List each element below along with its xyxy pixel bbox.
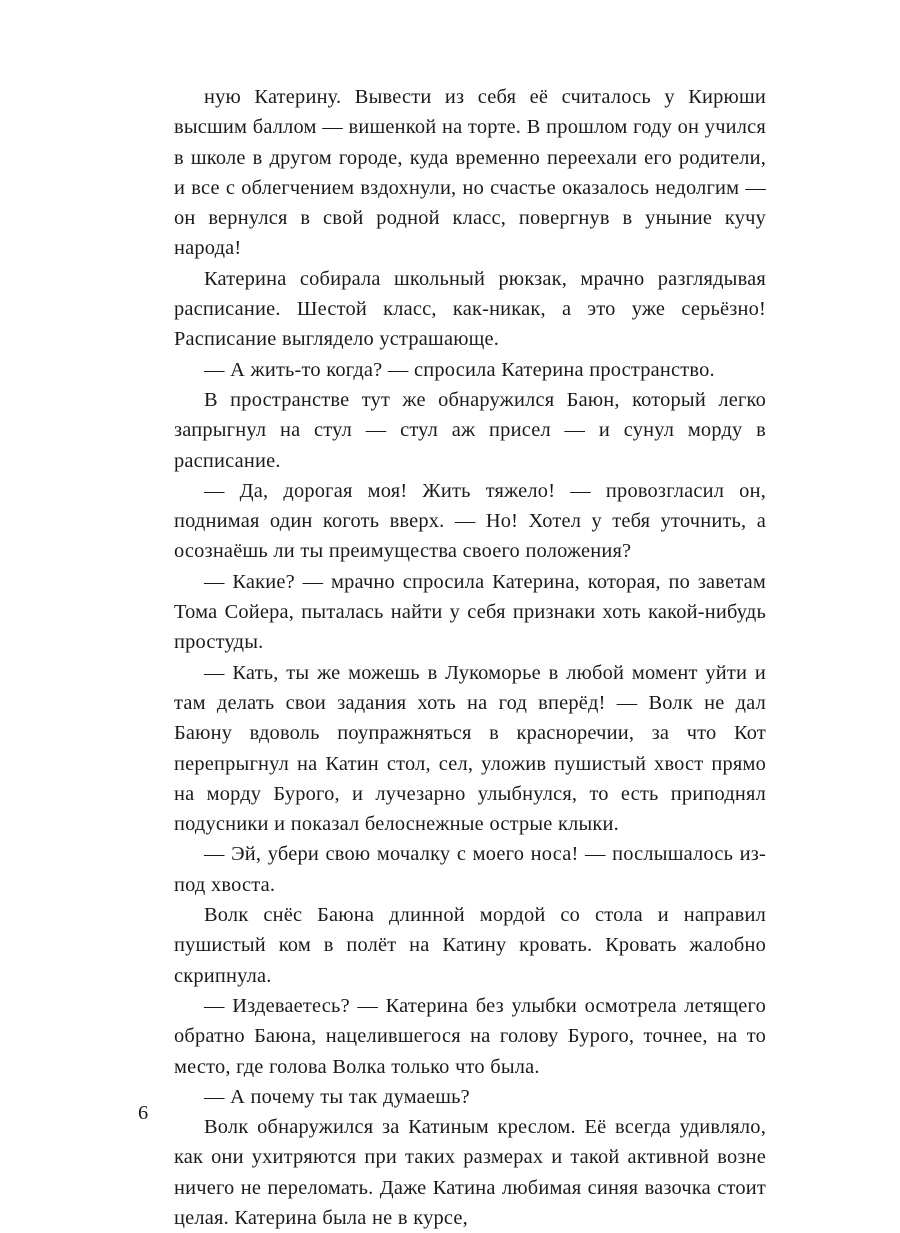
paragraph: — А почему ты так думаешь? — [204, 1085, 470, 1108]
paragraph: — А жить-то когда? — спросила Катерина пространство. — [204, 358, 715, 381]
paragraph: — Кать, ты же можешь в Лукоморье в любой момент уйти и там делать свои задания хоть на год вперёд! — Волк не дал Баюну вдоволь поупражняться в красноречии, за что Кот перепрыгнул на Катин стол, сел, уложив пушистый хвост прямо на морду Бурого, и лучезарно улыбнулся, то есть приподнял подусники и показал белоснежные острые клыки. — [174, 661, 766, 836]
paragraph: — Эй, убери свою мочалку с моего носа! — послышалось из-под хвоста. — [174, 843, 766, 896]
paragraph: — Издеваетесь? — Катерина без улыбки осмотрела летящего обратно Баюна, нацелившегося на голову Бурого, точнее, на то место, где голова Волка только что была. — [174, 994, 766, 1078]
paragraph: Катерина собирала школьный рюкзак, мрачно разглядывая расписание. Шестой класс, как-никак, а это уже серьёзно! Расписание выглядело устрашающе. — [174, 267, 766, 351]
paragraph: В пространстве тут же обнаружился Баюн, который легко запрыгнул на стул — стул аж присел — и сунул морду в расписание. — [174, 388, 766, 472]
paragraph: — Да, дорогая моя! Жить тяжело! — провозгласил он, поднимая один коготь вверх. — Но! Хотел у тебя уточнить, а осознаёшь ли ты преимущества своего положения? — [174, 479, 766, 563]
paragraph: Волк обнаружился за Катиным креслом. Её всегда удивляло, как они ухитряются при таких размерах и такой активной возне ничего не переломать. Даже Катина любимая синяя вазочка стоит целая. Катерина была не в курсе, — [174, 1116, 766, 1229]
paragraph: — Какие? — мрачно спросила Катерина, которая, по заветам Тома Сойера, пыталась найти у себя признаки хоть какой-нибудь простуды. — [174, 570, 766, 654]
page-number: 6 — [138, 1102, 149, 1124]
paragraph: Волк снёс Баюна длинной мордой со стола и направил пушистый ком в полёт на Катину кровать. Кровать жалобно скрипнула. — [174, 904, 766, 987]
paragraph: ную Катерину. Вывести из себя её считалось у Кирюши высшим баллом — вишенкой на торте. В прошлом году он учился в школе в другом городе, куда временно переехали его родители, и все с облегчением вздохнули, но счастье оказалось недолгим — он вернулся в свой родной класс, повергнув в уныние кучу народа! — [174, 86, 766, 260]
body-text-column — [174, 82, 766, 1233]
